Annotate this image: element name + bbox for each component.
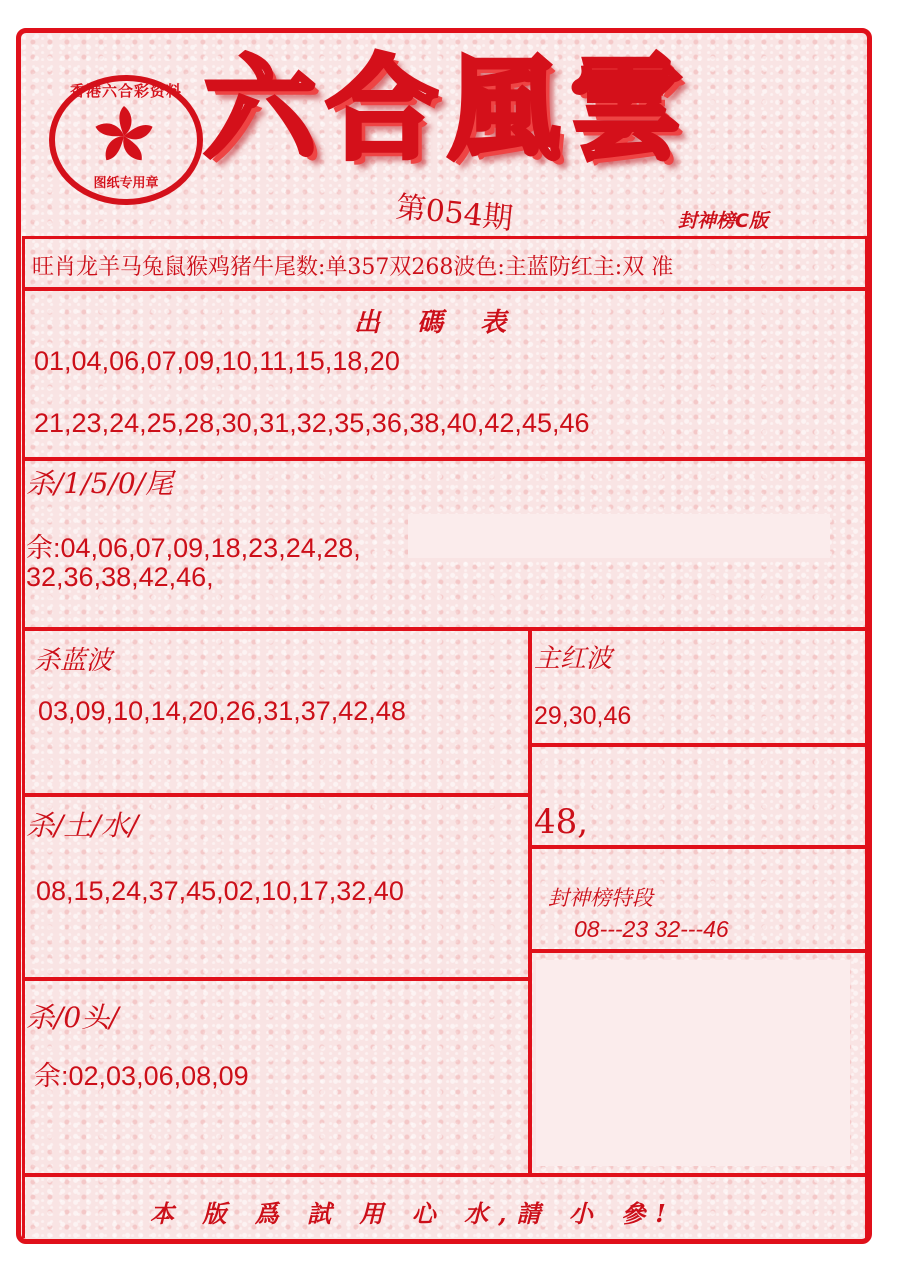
- main-title: 六合風雲: [204, 44, 692, 175]
- tail-title: 杀/1/5/0/尾: [26, 467, 174, 500]
- blank-panel: [408, 514, 830, 558]
- fsb-title: 封神榜特段: [548, 886, 653, 910]
- head0-numbers: 余:02,03,06,08,09: [34, 1061, 249, 1091]
- single-value: 48,: [534, 802, 589, 842]
- seal-text: 香港六合彩资料: [69, 82, 182, 100]
- earth-water-title: 杀/土/水/: [26, 809, 139, 842]
- blue-wave-title: 杀蓝波: [34, 646, 113, 676]
- chuma-row-1: 01,04,06,07,09,10,11,15,18,20: [34, 346, 400, 376]
- seal-stamp: [46, 72, 206, 208]
- footer-note: 本 版 爲 試 用 心 水,請 小 參!: [150, 1199, 676, 1228]
- chuma-row-2: 21,23,24,25,28,30,31,32,35,36,38,40,42,45,46: [34, 408, 590, 438]
- info-line: 旺肖龙羊马兔鼠猴鸡猪牛尾数:单357双268波色:主蓝防红主:双 准: [32, 255, 674, 280]
- tail-remaining-1: 余:04,06,07,09,18,23,24,28,: [26, 533, 361, 563]
- red-wave-title: 主红波: [534, 644, 613, 674]
- red-wave-numbers: 29,30,46: [534, 702, 632, 730]
- issue-number: 第054期: [394, 189, 515, 238]
- earth-water-numbers: 08,15,24,37,45,02,10,17,32,40: [36, 876, 404, 906]
- tail-remaining-2: 32,36,38,42,46,: [26, 562, 214, 592]
- seal-bottom-text: 图纸专用章: [93, 176, 159, 191]
- edition-label: 封神榜C版: [678, 210, 768, 232]
- blue-wave-numbers: 03,09,10,14,20,26,31,37,42,48: [38, 696, 406, 726]
- head0-title: 杀/0头/: [26, 1001, 119, 1034]
- fsb-range: 08---23 32---46: [574, 916, 729, 942]
- blank-panel-bottom: [536, 960, 850, 1166]
- chuma-title: 出 碼 表: [354, 308, 521, 338]
